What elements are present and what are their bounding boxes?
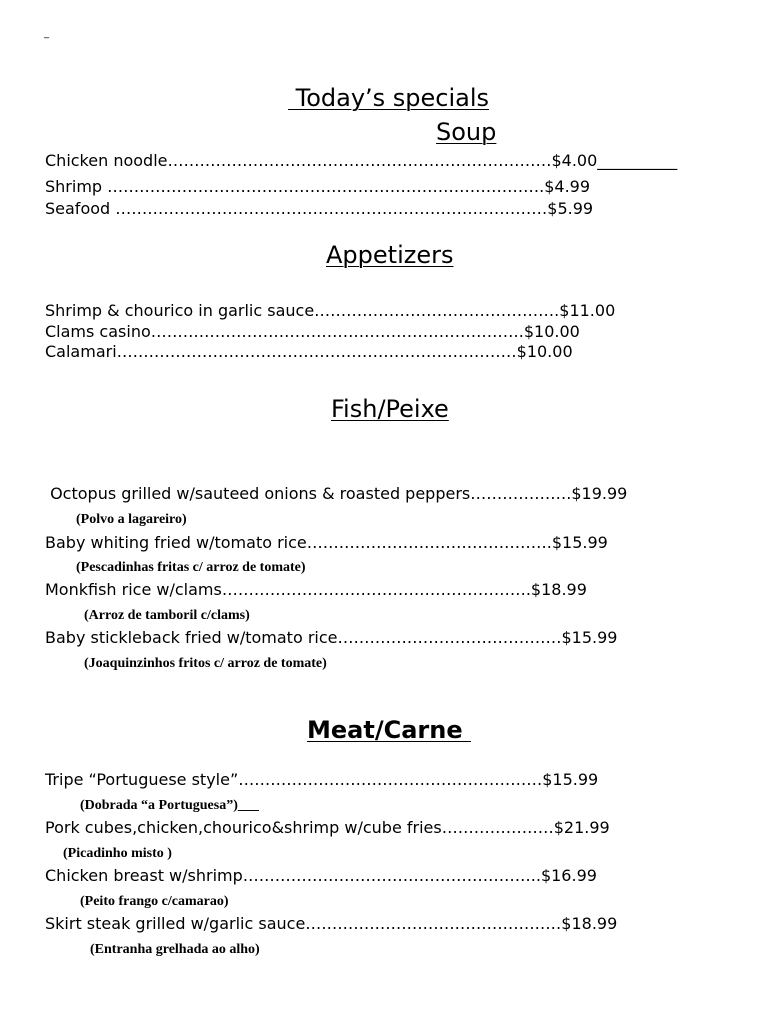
fish-heading: Fish/Peixe — [331, 395, 449, 423]
appetizers-heading: Appetizers — [326, 241, 454, 269]
fish-item-translation: (Pescadinhas fritas c/ arroz de tomate) — [76, 560, 306, 575]
meat-item-translation: (Entranha grelhada ao alho) — [90, 942, 260, 957]
soup-item: Seafood ………………………………………………………………………$5.99 — [45, 199, 594, 218]
meat-item-translation: (Picadinho misto ) — [63, 846, 172, 861]
fish-item: Baby whiting fried w/tomato rice……………………………………….$15.99 — [45, 533, 608, 552]
soup-item: Shrimp ……………………………………………………………………….$4.99 — [45, 177, 591, 196]
meat-item-translation: (Dobrada “a Portuguesa”)___ — [80, 798, 259, 813]
meat-item: Chicken breast w/shrimp………………………………………………..$16.99 — [45, 866, 597, 885]
fish-item-translation: (Arroz de tamboril c/clams) — [84, 608, 250, 623]
fish-item: Monkfish rice w/clams………………………………………………….$18.99 — [45, 580, 587, 599]
page-title: Today’s specials — [288, 84, 490, 112]
fish-item: Baby stickleback fried w/tomato rice……………………………………$15.99 — [45, 628, 618, 647]
soup-item: Chicken noodle………………………………………………………………$4.00__________ — [45, 151, 678, 170]
appetizer-item: Calamari…………………………………………………………………$10.00 — [45, 342, 573, 361]
soup-heading: Soup — [436, 118, 497, 146]
appetizer-item: Shrimp & chourico in garlic sauce……………………………………….$11.00 — [45, 301, 616, 320]
appetizer-item: Clams casino…………………………………………………………….$10.00 — [45, 322, 580, 341]
corner-mark: _ — [44, 28, 49, 39]
meat-heading: Meat/Carne — [307, 716, 471, 744]
fish-item-translation: (Polvo a lagareiro) — [76, 512, 187, 527]
meat-item: Pork cubes,chicken,chourico&shrimp w/cube fries…………………$21.99 — [45, 818, 610, 837]
meat-item: Skirt steak grilled w/garlic sauce…………………………………………$18.99 — [45, 914, 618, 933]
meat-item: Tripe “Portuguese style”…………………………………………………$15.99 — [45, 770, 599, 789]
fish-item-translation: (Joaquinzinhos fritos c/ arroz de tomate) — [84, 656, 327, 671]
meat-item-translation: (Peito frango c/camarao) — [80, 894, 229, 909]
fish-item: Octopus grilled w/sauteed onions & roasted peppers……………….$19.99 — [45, 484, 628, 503]
